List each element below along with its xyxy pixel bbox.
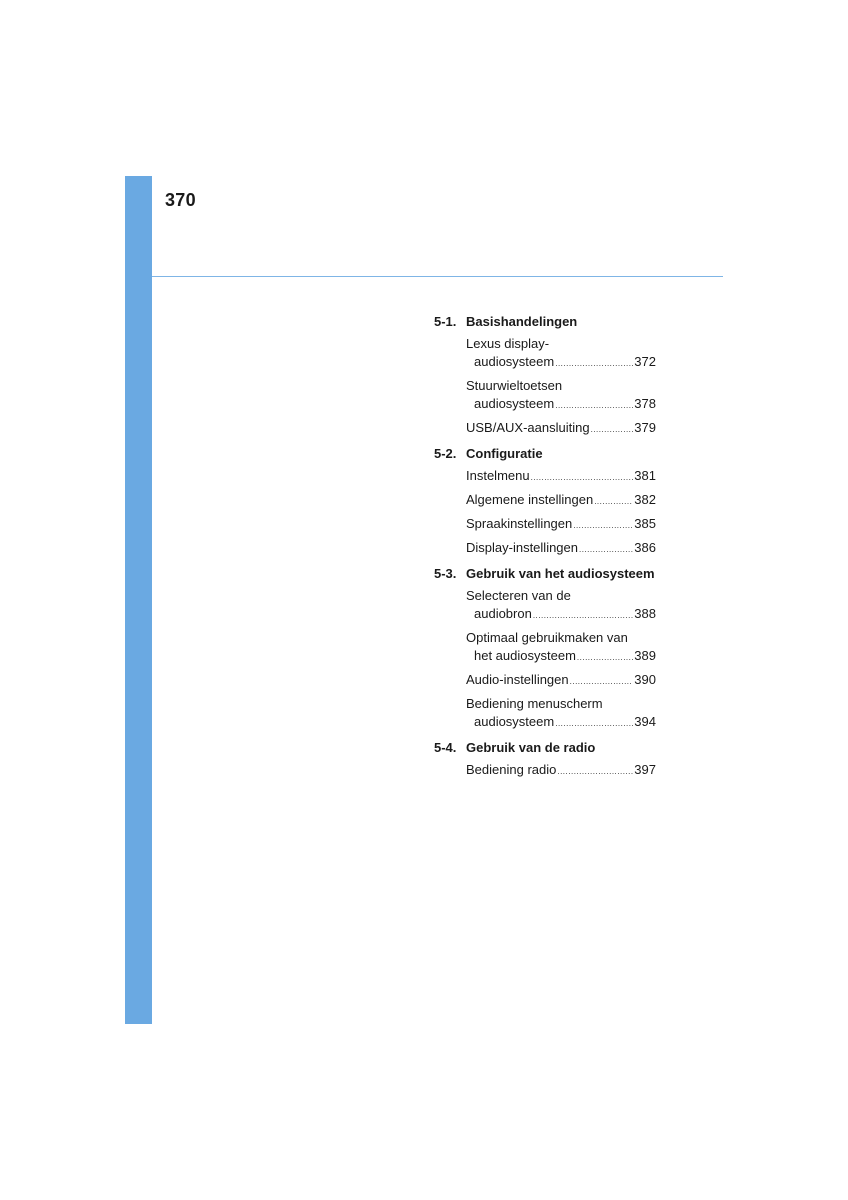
entry-title-line1: Bediening menuscherm [466,696,603,711]
entry-page-number: 397 [634,762,656,777]
toc-section-heading[interactable] [434,445,656,463]
entry-title-line1: Stuurwieltoetsen [466,378,563,393]
entry-title: Display-instellingen [466,540,578,555]
entry-title-line2: audiosysteem [474,396,555,411]
table-of-contents [434,313,656,781]
entry-title: USB/AUX-aansluiting [466,420,590,435]
entry-page-number: 385 [634,516,656,531]
toc-entry[interactable] [466,419,656,439]
dot-leader [557,763,633,781]
section-title: Gebruik van het audiosysteem [466,566,655,581]
dot-leader [533,607,633,625]
entry-title-line2: audiobron [474,606,532,621]
toc-section-heading[interactable] [434,313,656,331]
toc-entry[interactable] [466,761,656,781]
toc-entry[interactable] [466,335,656,373]
section-side-bar [125,176,152,1024]
entry-title-line1: Optimaal gebruikmaken van [466,630,628,645]
dot-leader [555,397,633,415]
dot-leader [591,421,634,439]
entry-page-number: 390 [634,672,656,687]
entry-title: Audio-instellingen [466,672,569,687]
dot-leader [594,493,633,511]
entry-title-line1: Selecteren van de [466,588,571,603]
section-number: 5-4. [434,740,457,755]
section-title: Gebruik van de radio [466,740,596,755]
entry-page-number: 386 [634,540,656,555]
entry-title: Instelmenu [466,468,530,483]
toc-entry[interactable] [466,515,656,535]
entry-title: Algemene instellingen [466,492,594,507]
entry-page-number: 388 [634,606,656,621]
toc-section-heading[interactable] [434,565,656,583]
toc-entry[interactable] [466,629,656,667]
toc-entry[interactable] [466,671,656,691]
header-rule [152,276,723,277]
dot-leader [577,649,633,667]
entry-title-line1: Lexus display- [466,336,550,351]
section-number: 5-2. [434,446,457,461]
entry-page-number: 389 [634,648,656,663]
page-number: 370 [165,190,196,210]
toc-entry[interactable] [466,491,656,511]
entry-page-number: 382 [634,492,656,507]
dot-leader [570,673,634,691]
toc-entry[interactable] [466,587,656,625]
dot-leader [555,715,633,733]
entry-title: Spraakinstellingen [466,516,573,531]
dot-leader [531,469,634,487]
section-number: 5-1. [434,314,457,329]
toc-entry[interactable] [466,467,656,487]
entry-title: Bediening radio [466,762,557,777]
section-title: Configuratie [466,446,543,461]
toc-section-heading[interactable] [434,739,656,757]
entry-page-number: 372 [634,354,656,369]
toc-entry[interactable] [466,539,656,559]
entry-title-line2: audiosysteem [474,714,555,729]
entry-page-number: 379 [634,420,656,435]
section-number: 5-3. [434,566,457,581]
entry-page-number: 394 [634,714,656,729]
dot-leader [573,517,633,535]
entry-page-number: 378 [634,396,656,411]
entry-page-number: 381 [634,468,656,483]
toc-entry[interactable] [466,377,656,415]
section-title: Basishandelingen [466,314,578,329]
entry-title-line2: het audiosysteem [474,648,576,663]
dot-leader [555,355,633,373]
entry-title-line2: audiosysteem [474,354,555,369]
dot-leader [579,541,633,559]
toc-entry[interactable] [466,695,656,733]
